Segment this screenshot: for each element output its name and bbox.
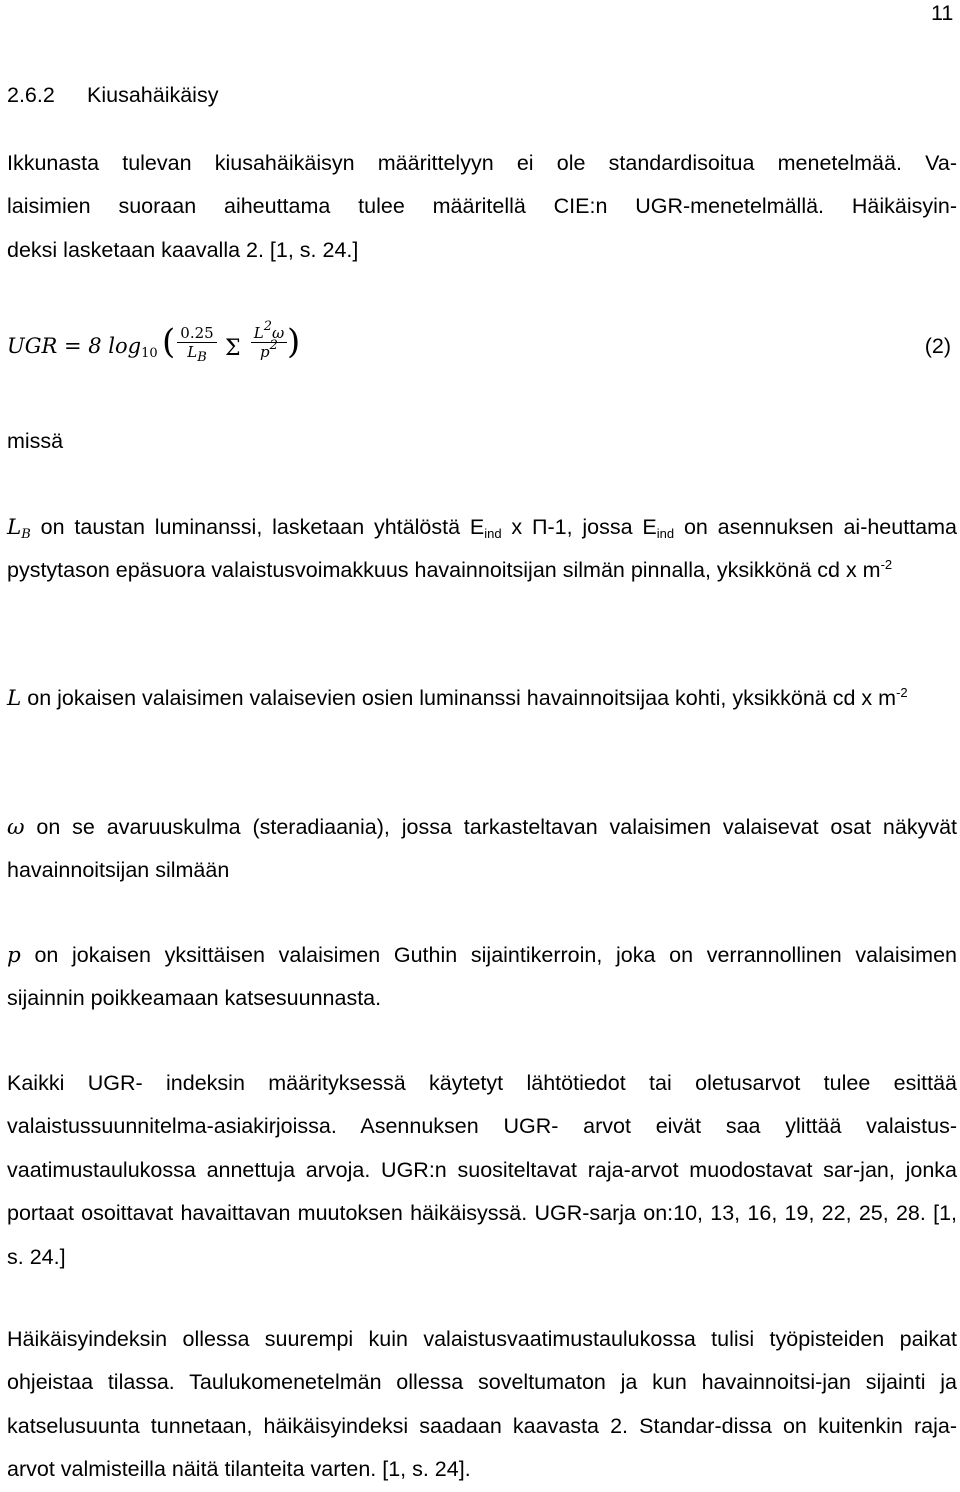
intro-line-2: laisimien suoraan aiheuttama tulee määritellä CIE:n UGR-menetelmällä. Häikäisyin-: [7, 194, 957, 219]
formula-fraction-2: [251, 319, 287, 361]
formula-close-paren: ): [287, 322, 301, 362]
ugr-formula: [7, 320, 957, 380]
formula-lhs: UGR = 8 $\log_{10}$: [7, 334, 158, 361]
symbol-omega: ω: [7, 815, 25, 840]
definition-p: p on jokaisen yksittäisen valaisimen Guthin sijaintikerroin, joka on verrannollinen valaisimen sijainnin poikkeamaan katsesuunnasta.: [7, 943, 957, 1011]
definition-omega: ω on se avaruuskulma (steradiaania), jossa tarkasteltavan valaisimen valaisevat osat näkyvät havainnoitsijan silmään: [7, 815, 957, 883]
formula-fraction-1: [177, 324, 217, 365]
fraction-2-numerator: $L^2\omega$: [251, 324, 287, 343]
section-title: Kiusahäikäisy: [87, 83, 219, 107]
symbol-lb: $L_B$: [7, 515, 31, 542]
intro-line-3: deksi lasketaan kaavalla 2. [1, s. 24.]: [7, 237, 359, 262]
log-base: 10: [141, 346, 158, 361]
fraction-1-numerator: 0.25: [177, 324, 217, 343]
fraction-1-denominator: $L_B$: [187, 343, 207, 365]
symbol-p: p: [7, 943, 21, 968]
final-paragraph: Häikäisyindeksin ollessa suurempi kuin valaistusvaatimustaulukossa tulisi työpisteiden paikat ohjeistaa tilassa. Taulukomenetelmän ollessa soveltumaton ja kun havainnoitsi-jan sijainti ja katselusuunta tunnetaan, häikäisyindeksi saadaan kaavasta 2. Standar-dissa on kuitenkin raja-arvot valmisteilla näitä tilanteita varten. [1, s. 24].: [7, 1327, 957, 1482]
section-heading: [7, 82, 218, 108]
definition-l: L on jokaisen valaisimen valaisevien osien luminanssi havainnoitsijaa kohti, yksikkönä cd x $m^{-2}$: [7, 685, 908, 711]
intro-paragraph: [7, 142, 957, 272]
intro-line-1: Ikkunasta tulevan kiusahäikäisyn määrittelyyn ei ole standardisoitua menetelmää. Va-: [7, 151, 957, 175]
symbol-l: L: [7, 686, 22, 711]
sigma-symbol: Σ: [225, 336, 241, 361]
where-label: missä: [7, 429, 64, 453]
definition-lb: $L_B$ on taustan luminanssi, lasketaan yhtälöstä $E_{ind}$ x Π-1, jossa $E_{ind}$ on asennuksen ai-heuttama pystytason epäsuora valaistusvoimakkuus havainnoitsijan silmän pinnalla, yksikkönä cd x $m^{-2}$: [7, 515, 957, 583]
section-number: 2.6.2: [7, 83, 55, 107]
equation-number: (2): [924, 334, 951, 358]
formula-open-paren: (: [162, 322, 176, 362]
ugr-paragraph: Kaikki UGR- indeksin määrityksessä käytetyt lähtötiedot tai oletusarvot tulee esittää valaistussuunnitelma-asiakirjoissa. Asennuksen UGR- arvot eivät saa ylittää valaistus-vaatimustaulukossa annettuja arvoja. UGR:n suositeltavat raja-arvot muodostavat sar-jan, jonka portaat osoittavat havaittavan muutoksen häikäisyssä. UGR-sarja on:10, 13, 16, 19, 22, 25, 28. [1, s. 24.]: [7, 1071, 957, 1269]
page-number: 11: [931, 1, 954, 25]
fraction-2-denominator: $p^2$: [260, 338, 278, 361]
